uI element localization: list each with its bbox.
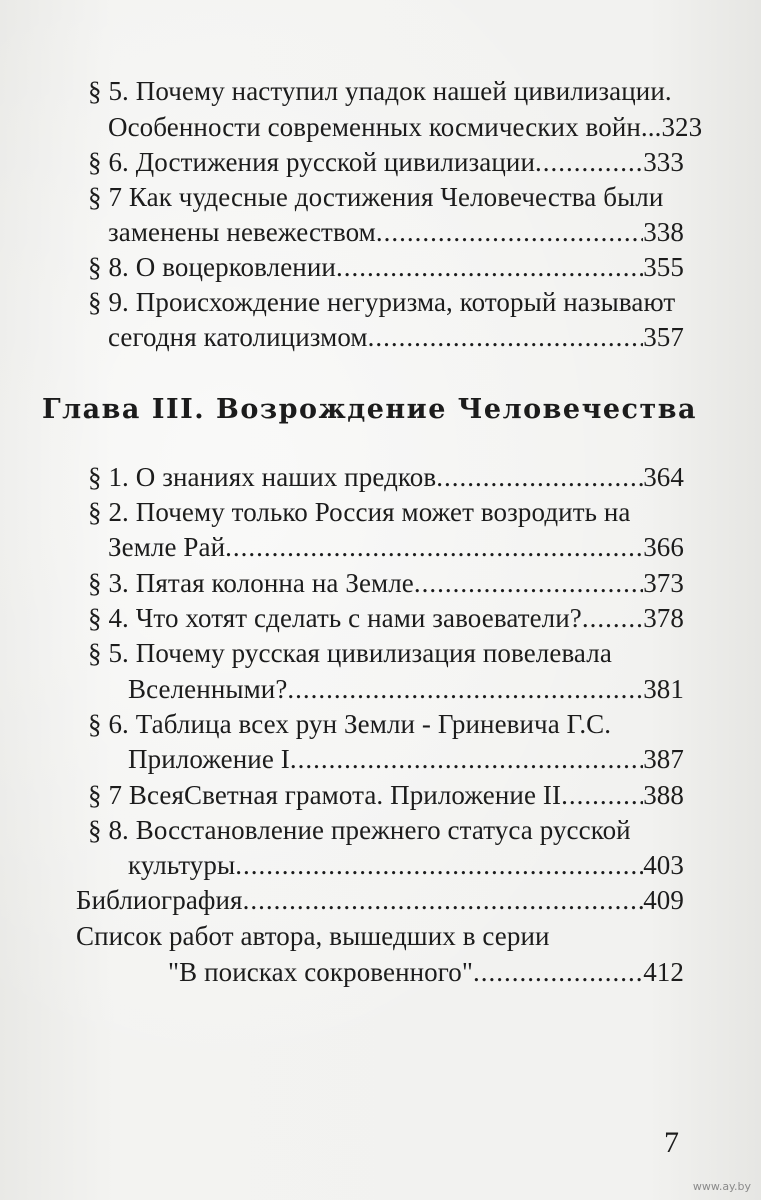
toc-page-number: 381: [643, 674, 684, 704]
toc-entry-text: Список работ автора, вышедших в серии: [76, 921, 550, 951]
toc-entry-text: культуры: [128, 850, 236, 880]
toc-entry-1-cont: [108, 110, 702, 144]
toc-leader-dots: [414, 566, 643, 600]
toc-page-number: 338: [643, 217, 684, 247]
toc-entry-text: Земле Рай: [108, 532, 226, 562]
toc-entry-text: § 8. Восстановление прежнего статуса русской: [88, 815, 631, 845]
toc-leader-dots: [473, 955, 643, 989]
toc-entry-text: § 2. Почему только Россия может возродить на: [88, 497, 631, 527]
toc-page-number: 388: [643, 780, 684, 810]
toc-entry-10: [88, 636, 612, 670]
toc-entry-1: [88, 74, 672, 108]
toc-leader-dots: [535, 145, 643, 179]
toc-page-number: 378: [643, 603, 684, 633]
toc-entry-text: § 4. Что хотят сделать с нами завоеватели?: [88, 603, 582, 633]
toc-entry-11-cont: [128, 742, 684, 776]
toc-entry-text: Особенности современных космических войн...323: [108, 112, 703, 142]
toc-page-number: 412: [643, 957, 684, 987]
toc-entry-12: [88, 778, 684, 812]
toc-entry-text: Вселенными?: [128, 674, 288, 704]
watermark: www.ay.by: [692, 1180, 751, 1193]
toc-leader-dots: [235, 848, 643, 882]
toc-entry-text: сегодня католицизмом: [108, 322, 368, 352]
toc-entry-text: § 7 ВсеяСветная грамота. Приложение II: [88, 780, 562, 810]
toc-entry-10-cont: [128, 672, 684, 706]
toc-page-number: 373: [643, 568, 684, 598]
toc-entry-6: [88, 460, 684, 494]
toc-leader-dots: [243, 883, 644, 917]
toc-entry-11: [88, 707, 611, 741]
toc-entry-text: Приложение I: [128, 744, 290, 774]
toc-entry-text: § 3. Пятая колонна на Земле: [88, 568, 414, 598]
toc-page-number: 366: [643, 532, 684, 562]
toc-entry-text: § 5. Почему наступил упадок нашей цивилизации.: [88, 76, 672, 106]
toc-entry-text: § 5. Почему русская цивилизация повелевала: [88, 638, 612, 668]
toc-page-number: 355: [643, 252, 684, 282]
toc-entry-9: [88, 601, 684, 635]
toc-entry-13-cont: [128, 848, 684, 882]
toc-entry-author-works: [76, 919, 550, 953]
toc-entry-text: § 8. О воцерковлении: [88, 252, 336, 282]
chapter-heading: Глава III. Возрождение Человечества: [42, 394, 697, 425]
toc-leader-dots: [582, 601, 643, 635]
toc-entry-author-works-cont: [168, 955, 684, 989]
toc-entry-13: [88, 813, 631, 847]
toc-entry-text: § 7 Как чудесные достижения Человечества были: [88, 182, 664, 212]
toc-leader-dots: [368, 320, 644, 354]
toc-page-number: 387: [643, 744, 684, 774]
toc-entry-text: § 9. Происхождение негуризма, который называют: [88, 287, 676, 317]
toc-page-number: 364: [643, 462, 684, 492]
toc-leader-dots: [376, 215, 643, 249]
toc-entry-3: [88, 180, 663, 214]
toc-leader-dots: [290, 742, 643, 776]
toc-leader-dots: [336, 250, 643, 284]
toc-entry-8: [88, 566, 684, 600]
toc-entry-bibliography: [76, 883, 684, 917]
toc-entry-text: § 6. Таблица всех рун Земли - Гриневича Г.С.: [88, 709, 612, 739]
toc-page-number: 357: [643, 322, 684, 352]
toc-entry-text: заменены невежеством: [108, 217, 376, 247]
toc-page-number: 403: [643, 850, 684, 880]
toc-entry-2: [88, 145, 684, 179]
toc-entry-text: Библиография: [76, 885, 243, 915]
toc-page-number: 333: [643, 147, 684, 177]
toc-leader-dots: [436, 460, 643, 494]
toc-leader-dots: [561, 778, 643, 812]
toc-entry-text: § 1. О знаниях наших предков: [88, 462, 437, 492]
toc-page-number: 409: [643, 885, 684, 915]
toc-entry-5: [88, 285, 675, 319]
toc-entry-5-cont: [108, 320, 684, 354]
toc-entry-7: [88, 495, 631, 529]
toc-entry-3-cont: [108, 215, 684, 249]
page-number: 7: [664, 1126, 679, 1159]
toc-entry-text: "В поисках сокровенного": [168, 957, 474, 987]
toc-leader-dots: [225, 530, 643, 564]
toc-entry-4: [88, 250, 684, 284]
toc-entry-7-cont: [108, 530, 684, 564]
toc-leader-dots: [287, 672, 643, 706]
toc-entry-text: § 6. Достижения русской цивилизации: [88, 147, 535, 177]
